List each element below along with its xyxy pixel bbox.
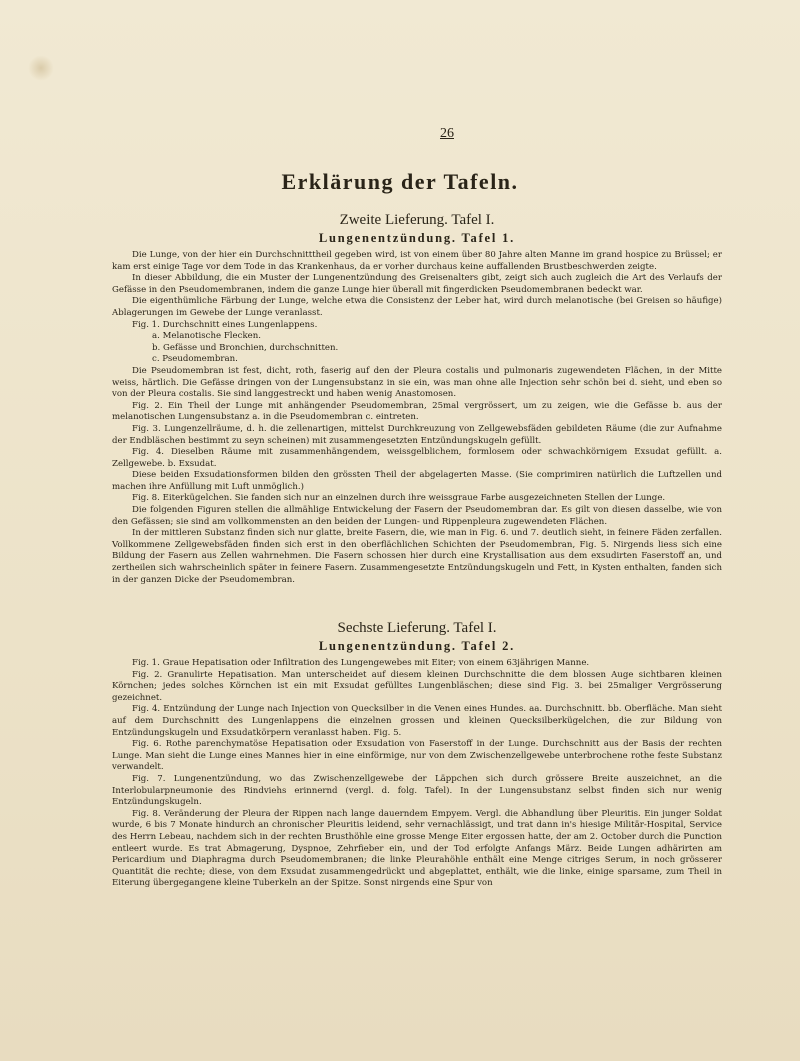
section-sechste-lieferung: [112, 620, 722, 890]
section-heading: Zweite Lieferung. Tafel I.: [339, 212, 495, 228]
figure-caption: Fig. 7. Lungenentzündung, wo das Zwischenzellgewebe der Läppchen sich durch grössere Breite auszeichnet, an die Interlobularpneumonie des Rindviehs erinnernd (vergl. d. folg. Tafel). In der Lungensubstanz selbst finden sich nur wenig Entzündungskugeln.: [112, 773, 722, 808]
paragraph: Diese beiden Exsudationsformen bilden den grössten Theil der abgelagerten Masse. (Sie comprimiren natürlich die Luftzellen und machen ihre Anfüllung mit Luft unmöglich.): [112, 470, 722, 492]
page-title: Erklärung der Tafeln.: [281, 169, 519, 194]
legend-item: c. Pseudomembran.: [152, 354, 238, 365]
paragraph: In der mittleren Substanz finden sich nur glatte, breite Fasern, die, wie man in Fig. 6. und 7. deutlich sieht, in feinere Fäden zerfallen. Vollkommene Zellgewebsfäden finden sich erst in den oberflächlichen Schichten der Pseudomembran, Fig. 5. Nirgends liess sich eine Bildung der Fasern aus Zellen wahrnehmen. Die Fasern schossen hier durch eine Krystallisation aus dem exsudirten Faserstoff an, und zertheilen sich wahrscheinlich später in feinere Fasern. Zusammengesetzte Entzündungskugeln und Fett, in Kysten enthalten, fanden sich in der ganzen Dicke der Pseudomembran.: [112, 528, 722, 585]
figure-caption: Fig. 1. Graue Hepatisation oder Infiltration des Lungengewebes mit Eiter; von einem 63jährigen Manne.: [132, 658, 590, 668]
legend-item: a. Melanotische Flecken.: [152, 331, 261, 342]
paragraph: Die eigenthümliche Färbung der Lunge, welche etwa die Consistenz der Leber hat, wird durch melanotische (bei Greisen so häufige) Ablagerungen im Gewebe der Lunge veranlasst.: [112, 296, 722, 318]
figure-caption: Fig. 8. Veränderung der Pleura der Rippen nach lange dauerndem Empyem. Vergl. die Abhandlung über Pleuritis. Ein junger Soldat wurde, 6 bis 7 Monate hindurch an chronischer Pleuritis leidend, sehr vernachlässigt, und trat dann in's hiesige Militär-Hospital, Service des Herrn Lebeau, nachdem sich in der rechten Brusthöhle eine grosse Menge Eiter ergossen hatte, der am 2. October durch die Punction entleert wurde. Es trat Abmagerung, Dyspnoe, Zehrfieber ein, und der Tod erfolgte Anfangs März. Beide Lungen adhärirten am Pericardium und Diaphragma durch Pseudomembranen; die linke Pleurahöhle enthält eine Menge citriges Serum, in noch grösserer Quantität die rechte; diese, von dem Exsudat zusammengedrückt und abgeplattet, enthält, wie die linke, einige sparsame, zum Theil in Eiterung übergegangene kleine Tuberkeln an der Spitze. Sonst nirgends eine Spur von: [112, 808, 722, 889]
page-number: 26: [440, 126, 454, 141]
figure-caption: Fig. 1. Durchschnitt eines Lungenlappens.: [132, 319, 318, 330]
figure-caption: Fig. 8. Eiterkügelchen. Sie fanden sich nur an einzelnen durch ihre weissgraue Farbe ausgezeichneten Stellen der Lunge.: [132, 493, 666, 504]
figure-caption: Fig. 3. Lungenzellräume, d. h. die zellenartigen, mittelst Durchkreuzung von Zellgewebsfäden gebildeten Räume (die zur Aufnahme der Endbläschen bestimmt zu seyn scheinen) mit zusammengesetzten Entzündungskugeln gefüllt.: [112, 423, 722, 446]
figure-caption: Fig. 2. Ein Theil der Lunge mit anhängender Pseudomembran, 25mal vergrössert, um zu zeigen, wie die Gefässe b. aus der melanotischen Lungensubstanz a. in die Pseudomembran c. eintreten.: [112, 400, 722, 423]
legend-item: b. Gefässe und Bronchien, durchschnitten.: [152, 342, 339, 353]
paragraph: Die Lunge, von der hier ein Durchschnitttheil gegeben wird, ist von einem über 80 Jahre alten Manne im grand hospice zu Brüssel; er kam erst einige Tage vor dem Tode in das Krankenhaus, da er vorher durchaus keine auffallenden Brustbeschwerden zeigte.: [112, 250, 722, 272]
figure-caption: Fig. 4. Dieselben Räume mit zusammenhängendem, weissgelblichem, formlosem oder schwachkörnigem Exsudat gefüllt. a. Zellgewebe. b. Exsudat.: [112, 447, 722, 469]
section-subheading: Lungenentzündung. Tafel 1.: [318, 231, 516, 245]
figure-caption: Fig. 2. Granulirte Hepatisation. Man unterscheidet auf diesem kleinen Durchschnitte die dem blossen Auge sichtbaren kleinen Körnchen; jedes solches Körnchen ist ein mit Exsudat gefülltes Lungenbläschen; diese sind Fig. 3. bei 25maliger Vergrösserung gezeichnet.: [112, 669, 722, 703]
paper-stain: [28, 55, 54, 81]
paragraph: Die Pseudomembran ist fest, dicht, roth, faserig auf den der Pleura costalis und pulmonaris zugewendeten Flächen, in der Mitte weiss, härtlich. Die Gefässe dringen von der Lungensubstanz in sie ein, was man ohne alle Injection sehr schön bei d. sieht, und eben so von der Pleura costalis. Sie sind langgestreckt und haben wenig Anastomosen.: [112, 365, 722, 400]
paragraph: Die folgenden Figuren stellen die allmählige Entwickelung der Fasern der Pseudomembran dar. Es gilt von diesen dasselbe, wie von den Gefässen; sie sind am vollkommensten an den beiden der Lungen- und Rippenpleura zugewendeten Flächen.: [112, 505, 722, 527]
section-subheading: Lungenentzündung. Tafel 2.: [318, 639, 516, 653]
figure-caption: Fig. 4. Entzündung der Lunge nach Injection von Quecksilber in die Venen eines Hundes. aa. Durchschnitt. bb. Oberfläche. Man sieht auf dem Durchschnitt des Lungenlappens die einzelnen grossen und kleinen Quecksilberkügelchen, die zur Bildung von Entzündungskugeln und Exsudatkörpern veranlasst haben. Fig. 5.: [112, 704, 722, 738]
paragraph: In dieser Abbildung, die ein Muster der Lungenentzündung des Greisenalters gibt, zeigt sich auch zugleich die Art des Verlaufs der Gefässe in den Pseudomembranen, indem die ganze Lunge hier überall mit fingerdicken Pseudomembranen bedeckt war.: [112, 273, 722, 295]
figure-legend-list: [112, 331, 722, 366]
section-zweite-lieferung: [112, 212, 722, 586]
figure-caption: Fig. 6. Rothe parenchymatöse Hepatisation oder Exsudation von Faserstoff in der Lunge. Durchschnitt aus der Basis der rechten Lunge. Man sieht die Lunge eines Mannes hier in eine einförmige, nur von dem Zwischenzellgewebe unterbrochene rothe feste Substanz verwandelt.: [112, 739, 722, 773]
section-heading: Sechste Lieferung. Tafel I.: [337, 620, 497, 636]
